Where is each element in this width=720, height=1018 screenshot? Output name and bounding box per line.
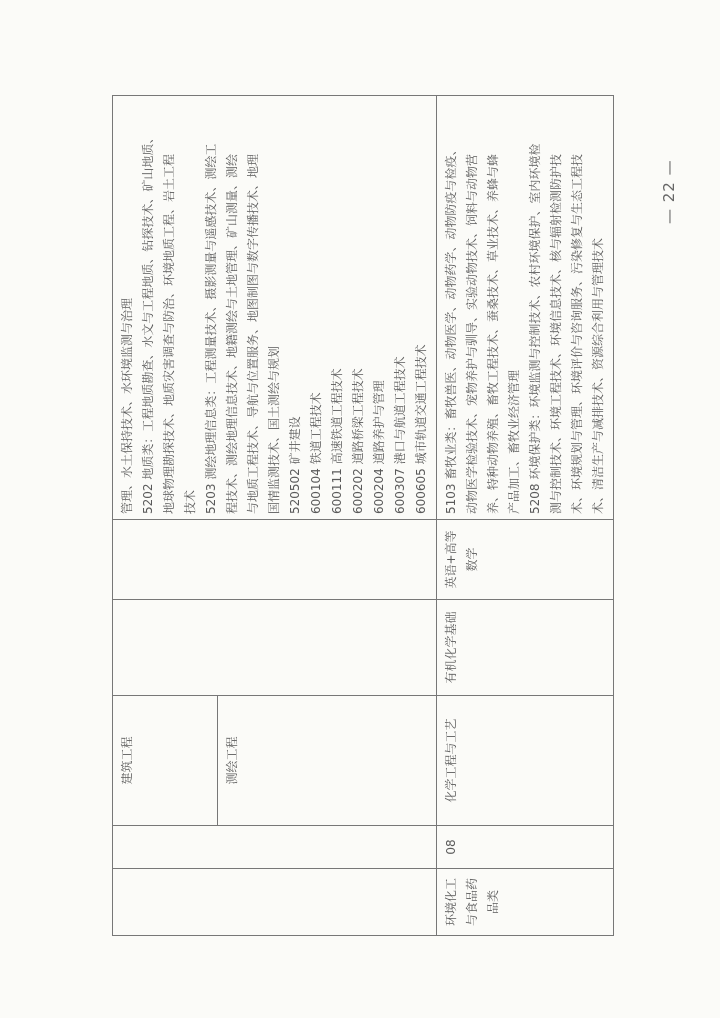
course-basis-cell: 英语+高等数学 [437,520,614,600]
related-line: 600111 高速铁道工程技术 [330,368,344,514]
related-line: 国情监测技术、国土测绘与规划 [267,345,281,514]
major-cell: 测绘工程 [218,696,437,826]
code-cell: 08 [437,826,614,869]
related-majors-cell [113,96,437,520]
category-cell [113,869,437,936]
exam-subject-cell: 有机化学基础 [437,600,614,696]
related-line: 600605 城市轨道交通工程技术 [414,344,428,514]
related-line: 地球物理勘探技术、地质灾害调查与防治、环境地质工程、岩土工程 [162,153,176,514]
related-line: 产品加工、畜牧业经济管理 [507,369,521,514]
related-line: 5103 畜牧业类：畜牧兽医、动物医学、动物药学、动物防疫与检疫、 [444,143,458,514]
related-line: 动物医学检验技术、宠物养护与驯导、实验动物技术、饲料与动物营 [465,153,479,514]
related-line: 术、清洁生产与减排技术、资源综合利用与管理技术 [591,237,605,514]
related-majors-cell [437,96,614,520]
code-cell [113,826,437,869]
exam-subject-cell [113,600,437,696]
related-line: 5202 地质类：工程地质勘查、水文与工程地质、钻探技术、矿山地质、 [141,131,155,514]
category-cell: 环境化工与食品药品类 [437,869,614,936]
related-line: 术、环境规划与管理、环境评价与咨询服务、污染修复与生态工程技 [570,153,584,514]
related-line: 技术 [183,489,197,514]
course-basis-cell [113,520,437,600]
major-table [112,95,614,936]
table-row [113,96,218,936]
related-line: 测与控制技术、环境工程技术、环境信息技术、核与辐射检测防护技 [549,153,563,514]
related-line: 程技术、测绘地理信息技术、地籍测绘与土地管理、矿山测量、测绘 [225,153,239,514]
major-cell: 建筑工程 [113,696,218,826]
related-line: 600104 铁道工程技术 [309,392,323,514]
related-line: 600202 道路桥梁工程技术 [351,368,365,514]
related-line: 600307 港口与航道工程技术 [393,356,407,514]
major-cell: 化学工程与工艺 [437,696,614,826]
related-line: 与地质工程技术、导航与位置服务、地图制图与数字传播技术、地理 [246,153,260,514]
related-line: 5203 测绘地理信息类：工程测量技术、摄影测量与遥感技术、测绘工 [204,143,218,514]
table-row [437,96,614,936]
page-number: — 22 — [660,159,678,224]
related-line: 管理、水土保持技术、水环境监测与治理 [120,297,134,514]
related-line: 养、特种动物养殖、畜牧工程技术、蚕桑技术、草业技术、养蜂与蜂 [486,153,500,514]
related-line: 5208 环境保护类：环境监测与控制技术、农村环境保护、室内环境检 [528,143,542,514]
related-line: 600204 道路养护与管理 [372,380,386,514]
related-line: 520502 矿井建设 [288,416,302,514]
